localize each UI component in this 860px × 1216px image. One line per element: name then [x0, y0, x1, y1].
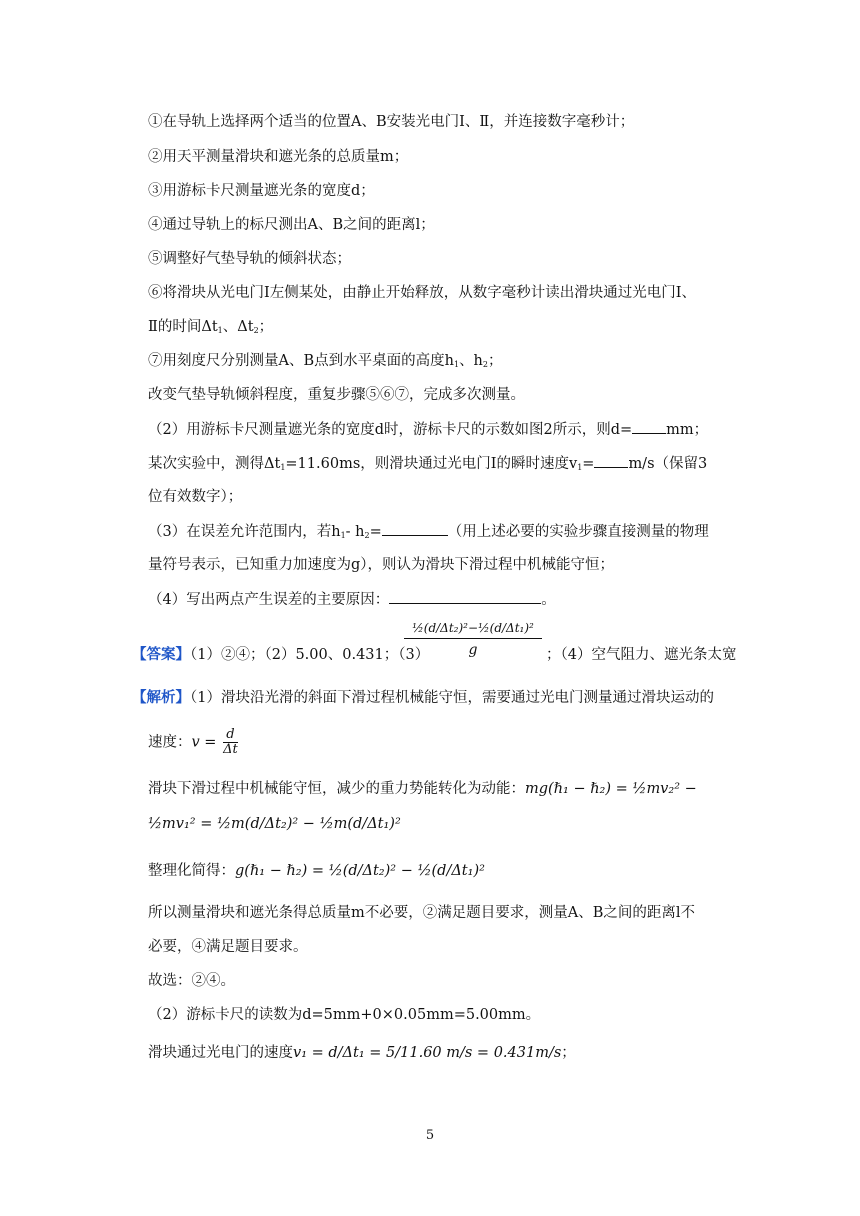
answer-tag: 【答案】 — [132, 646, 190, 663]
analysis-line-5: 整理化简得：g(ℏ₁ − ℏ₂) = ½(d/Δt₂)² − ½(d/Δt₁)² — [148, 863, 485, 879]
analysis-line-7: 必要，④满足题目要求。 — [148, 939, 308, 955]
answer-blank-reasons — [389, 589, 541, 604]
answer-fraction-numerator: ½(d/Δt₂)²−½(d/Δt₁)² — [404, 620, 542, 639]
answer-line: 【答案】（1）②④；（2）5.00、0.431；（3） — [132, 646, 430, 663]
step-3: ③用游标卡尺测量遮光条的宽度d； — [148, 183, 375, 199]
question-2-line-2: 某次实验中，测得$\Delta t_1=11.60ms$，则滑块通过光电门Ⅰ的瞬时速度$v_1= m/s$（保留3 — [148, 453, 707, 478]
answer-blank-d — [632, 419, 666, 434]
step-4: ④通过导轨上的标尺测出A、B之间的距离l； — [148, 217, 435, 233]
question-4: （4）写出两点产生误差的主要原因： 。 — [148, 589, 556, 610]
answer-line-end: ；（4）空气阻力、遮光条太宽 — [546, 647, 737, 663]
analysis-tag: 【解析】 — [132, 689, 190, 706]
answer-fraction — [404, 620, 542, 661]
v-fraction: $\frac{d}{\Delta t}$ — [223, 727, 238, 757]
step-1: ①在导轨上选择两个适当的位置A、B安装光电门Ⅰ、Ⅱ，并连接数字毫秒计； — [148, 114, 635, 130]
analysis-line-3: 滑块下滑过程中机械能守恒，减少的重力势能转化为动能：mg(ℏ₁ − ℏ₂) = ½mv₂² − — [148, 781, 697, 797]
step-2: ②用天平测量滑块和遮光条的总质量m； — [148, 149, 409, 165]
answer-fraction-denominator: g — [468, 642, 478, 658]
answer-blank-h-diff — [382, 521, 448, 536]
step-7: ⑦用刻度尺分别测量A、B点到水平桌面的高度$h_1$、$h_2$； — [148, 353, 503, 369]
answer-blank-v1 — [594, 453, 628, 468]
step-5: ⑤调整好气垫导轨的倾斜状态； — [148, 251, 351, 267]
question-2-line-3: 位有效数字）； — [148, 489, 243, 505]
question-3-line-1: （3）在误差允许范围内，若$h_1-$ $h_2=$ （用上述必要的实验步骤直接测量的物理 — [148, 521, 709, 546]
analysis-line-8: 故选：②④。 — [148, 973, 235, 989]
analysis-line-4: ½mv₁² = ½m(d/Δt₂)² − ½m(d/Δt₁)² — [148, 816, 401, 832]
step-6-line-1: ⑥将滑块从光电门Ⅰ左侧某处，由静止开始释放，从数字毫秒计读出滑块通过光电门Ⅰ、 — [148, 285, 696, 301]
analysis-line-9: （2）游标卡尺的读数为d=5mm+0×0.05mm=5.00mm。 — [148, 1007, 541, 1023]
question-2-line-1: （2）用游标卡尺测量遮光条的宽度d时，游标卡尺的示数如图2所示，则d= mm； — [148, 419, 708, 440]
step-6-line-2: Ⅱ的时间$\Delta t_1$、$\Delta t_2$； — [148, 319, 274, 335]
question-3-line-2: 量符号表示，已知重力加速度为g），则认为滑块下滑过程中机械能守恒； — [148, 557, 615, 573]
analysis-line-1: 【解析】（1）滑块沿光滑的斜面下滑过程机械能守恒，需要通过光电门测量通过滑块运动的 — [132, 689, 714, 706]
repeat-note: 改变气垫导轨倾斜程度，重复步骤⑤⑥⑦，完成多次测量。 — [148, 387, 525, 403]
analysis-line-10: 滑块通过光电门的速度v₁ = d/Δt₁ = 5/11.60 m/s = 0.431m/s； — [148, 1045, 576, 1061]
page-number: 5 — [425, 1128, 435, 1143]
analysis-line-6: 所以测量滑块和遮光条得总质量m不必要，②满足题目要求，测量A、B之间的距离l不 — [148, 905, 696, 921]
analysis-line-2: 速度：v = $\frac{d}{\Delta t}$ — [148, 727, 238, 757]
